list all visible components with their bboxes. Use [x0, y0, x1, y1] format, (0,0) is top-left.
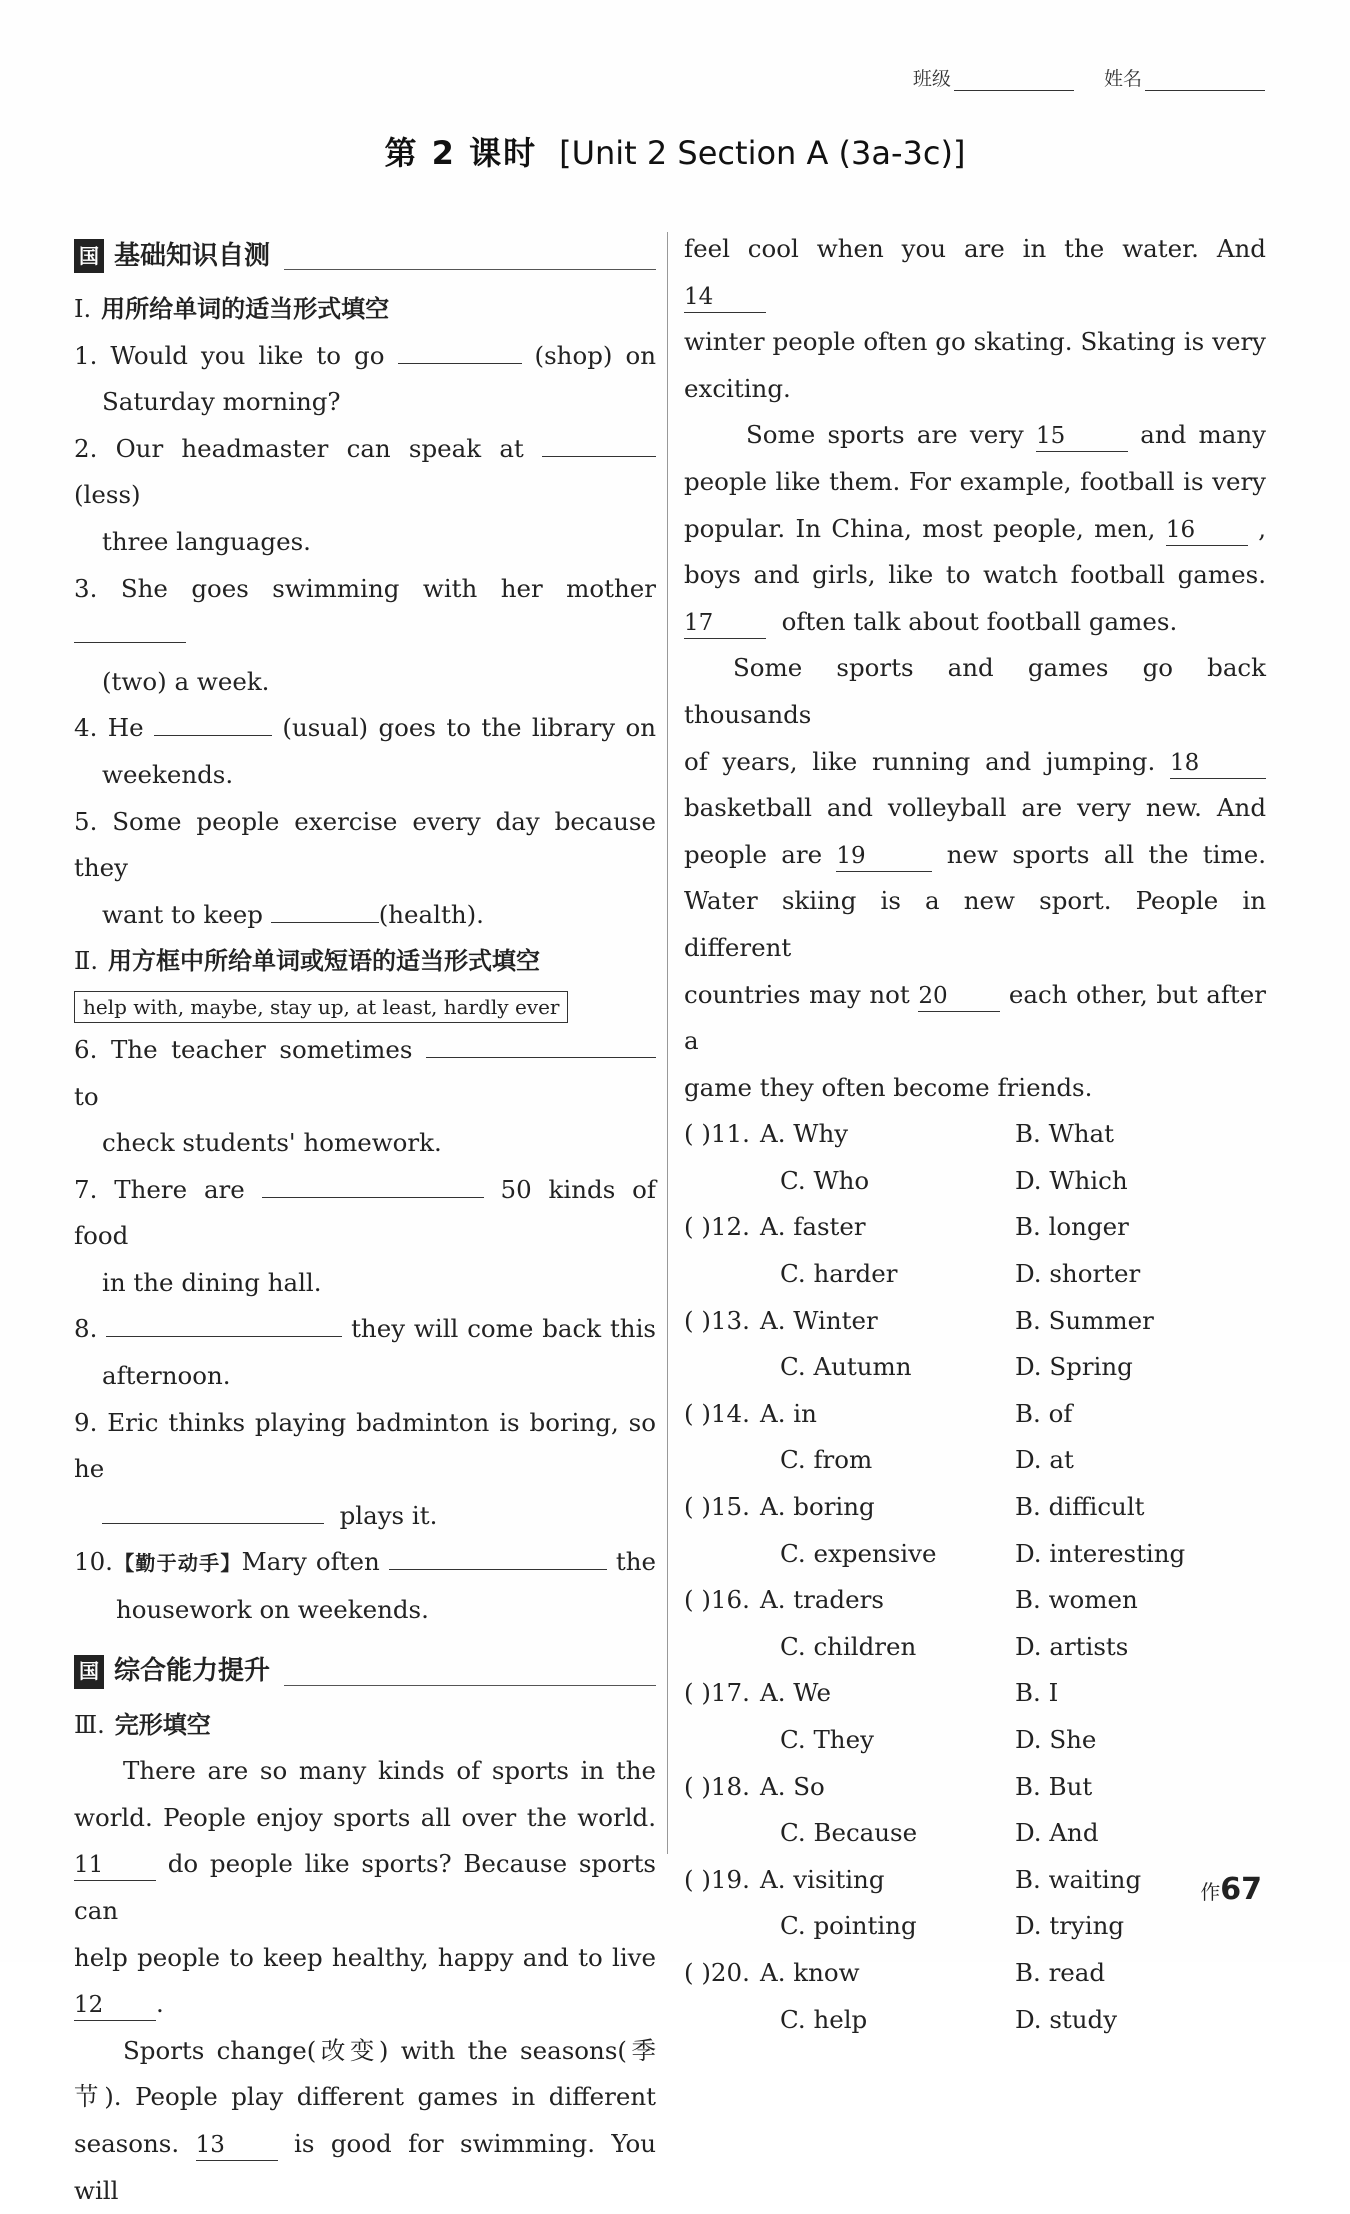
- passage-line: There are so many kinds of sports in the: [123, 1756, 656, 1786]
- answer-blank[interactable]: [106, 1312, 342, 1337]
- cloze-blank-18[interactable]: 18: [1170, 748, 1266, 779]
- option-row: ( )16. A. traders B. women: [684, 1585, 1138, 1615]
- question-9: 9. Eric thinks playing badminton is boring, so he: [74, 1407, 656, 1484]
- answer-blank[interactable]: [154, 711, 272, 736]
- answer-blank[interactable]: [542, 432, 656, 457]
- word-bank: help with, maybe, stay up, at least, hardly ever: [74, 991, 568, 1023]
- part-III-heading: Ⅲ. 完形填空: [74, 1710, 211, 1739]
- option-row: ( )13. A. Winter B. Summer: [684, 1305, 1154, 1335]
- question-3: 3. She goes swimming with her mother: [74, 566, 656, 659]
- answer-blank[interactable]: [271, 898, 379, 923]
- student-info-header: [889, 64, 1265, 91]
- cloze-blank-20[interactable]: 20: [918, 981, 1000, 1012]
- answer-options: ( )11. A. Why B. What C. Who D. Which ( )12. A. faster B. longer C. harder D. shorter ( )13. A. Winter B. Summer C. Autumn D. Spring ( )14. A. in B. of C. from D. at ( )15. A. boring B. difficult C. expensive D. interesting ( )16. A. traders B. women C. children D. artists ( )17. A. We B. I C. They D. She ( )18. A. So B. But C. Because D. And ( )19. A. visiting B. waiting C. pointing D. trying ( )20. A. know B. read C. help D. study: [684, 1111, 1266, 2043]
- cloze-blank-19[interactable]: 19: [836, 841, 932, 872]
- page-number: 作67: [1200, 1872, 1262, 1907]
- column-divider: [667, 232, 668, 1854]
- left-column: 国 基础知识自测 Ⅰ. 用所给单词的适当形式填空 1. Would you like to go (shop) on Saturday morning? 2. Our headmaster can speak at (less) three languages. 3. She goes swimming with her mother (two) a week. 4. He (usual) goes to the library on weekends. 5. Some people exercise every day because they want to keep (health). Ⅱ. 用方框中所给单词或短语的适当形式填空 help with, maybe, stay up, at least, hardly ever 6. The teacher sometimes to check students' homework. 7. There are 50 kinds of food in the dining hall. 8. they will come back this afternoon. 9. Eric thinks playing badminton is boring, so he plays it. 10.【勤于动手】Mary often the housework on weekends. 国 综合能力提升 Ⅲ. 完形填空 There are so many kinds of sports in the world. People enjoy sports all over the world. 11 do people like sports? Because sports can help people to keep healthy, happy and to live 12 . Sports change(改变) with the seasons(季 节). People play different games in different seasons. 13 is good for swimming. You will: [74, 226, 656, 2214]
- cloze-blank-12[interactable]: 12: [74, 1990, 156, 2021]
- right-column: feel cool when you are in the water. And 14 winter people often go skating. Skating is very exciting. Some sports are very 15 and many people like them. For example, football is very popular. In China, most people, men, 16 , boys and girls, like to watch football games. 17 often talk about football games. Some sports and games go back thousands of years, like running and jumping. 18 basketball and volleyball are very new. And people are 19 new sports all the time. Water skiing is a new sport. People in different countries may not 20 each other, but after a game they often become friends. ( )11. A. Why B. What C. Who D. Which ( )12. A. faster B. longer C. harder D. shorter ( )13. A. Winter B. Summer C. Autumn D. Spring ( )14. A. in B. of C. from D. at ( )15. A. boring B. difficult C. expensive D. interesting ( )16. A. traders B. women C. children D. artists ( )17. A. We B. I C. They D. She ( )18. A. So B. But C. Because D. And ( )19. A. visiting B. waiting C. pointing D. trying ( )20. A. know B. read C. help D. study: [684, 226, 1266, 2043]
- section-basic-knowledge: 国 基础知识自测: [74, 236, 656, 276]
- option-row: ( )12. A. faster B. longer: [684, 1212, 1129, 1242]
- part-II-heading: Ⅱ. 用方框中所给单词或短语的适当形式填空: [74, 947, 540, 976]
- cloze-blank-16[interactable]: 16: [1166, 515, 1248, 546]
- section-icon: 国: [74, 239, 104, 273]
- option-row: ( )20. A. know B. read: [684, 1957, 1106, 1987]
- cloze-blank-15[interactable]: 15: [1036, 421, 1128, 452]
- question-4: 4. He (usual) goes to the library on: [74, 713, 656, 743]
- question-5: 5. Some people exercise every day because they: [74, 806, 656, 883]
- section-comprehensive: 国 综合能力提升: [74, 1652, 656, 1692]
- answer-blank[interactable]: [74, 618, 186, 643]
- answer-blank[interactable]: [262, 1173, 484, 1198]
- cloze-blank-17[interactable]: 17: [684, 608, 766, 639]
- option-row: ( )19. A. visiting B. waiting: [684, 1864, 1142, 1894]
- class-field[interactable]: 班级: [913, 64, 1074, 91]
- cloze-blank-11[interactable]: 11: [74, 1850, 156, 1881]
- option-row: ( )18. A. So B. But: [684, 1771, 1093, 1801]
- question-7: 7. There are 50 kinds of food: [74, 1174, 656, 1251]
- option-row: ( )17. A. We B. I: [684, 1678, 1059, 1708]
- section-icon: 国: [74, 1655, 104, 1689]
- part-I-heading: Ⅰ. 用所给单词的适当形式填空: [74, 295, 390, 323]
- answer-blank[interactable]: [398, 339, 522, 364]
- cloze-blank-13[interactable]: 13: [196, 2130, 278, 2161]
- option-row: ( )15. A. boring B. difficult: [684, 1492, 1145, 1522]
- name-field[interactable]: 姓名: [1104, 64, 1265, 91]
- question-6: 6. The teacher sometimes to: [74, 1027, 656, 1120]
- hands-on-tag: 【勤于动手】: [112, 1551, 242, 1576]
- page-title: [0, 128, 1350, 174]
- answer-blank[interactable]: [102, 1499, 324, 1524]
- lesson-title: 第 2 课时: [384, 134, 538, 172]
- answer-blank[interactable]: [389, 1545, 607, 1570]
- cloze-blank-14[interactable]: 14: [684, 282, 766, 313]
- unit-subtitle: [Unit 2 Section A (3a-3c)]: [559, 134, 966, 172]
- question-8: 8. they will come back this: [74, 1314, 656, 1344]
- question-2: 2. Our headmaster can speak at (less): [74, 426, 656, 519]
- option-row: ( )11. A. Why B. What: [684, 1119, 1114, 1149]
- option-row: ( )14. A. in B. of: [684, 1398, 1073, 1428]
- question-1: 1. Would you like to go (shop) on: [74, 340, 656, 370]
- answer-blank[interactable]: [426, 1033, 656, 1058]
- question-10: 10.【勤于动手】Mary often the: [74, 1547, 657, 1577]
